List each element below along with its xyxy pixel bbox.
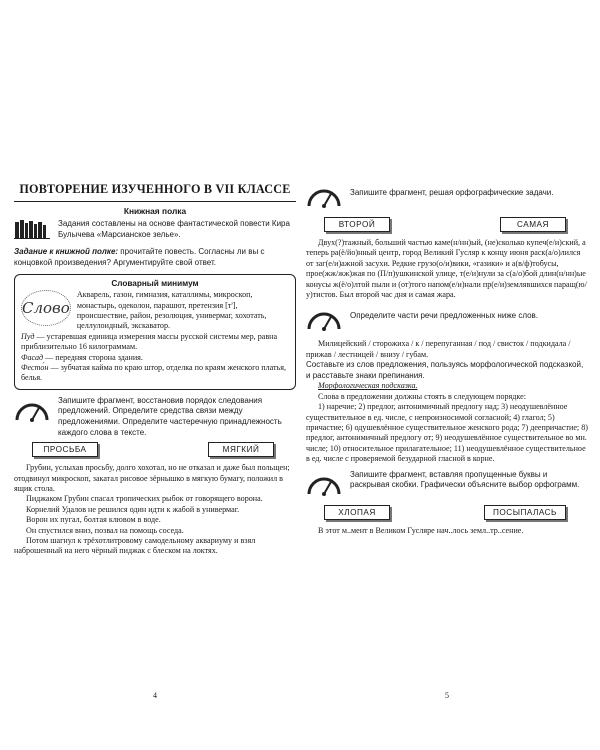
paragraph-3: Корнелий Удалов не решился один идти к жабой в универмаг. <box>26 504 240 514</box>
definition-fasad <box>21 353 289 363</box>
title-rule <box>14 201 296 202</box>
right-task2-text: Определите части речи предложенных ниже слов. <box>350 311 539 321</box>
term-pud: Пуд <box>21 331 35 341</box>
word-card-myagkiy: МЯГКИЙ <box>208 442 274 457</box>
hint-list: 1) наречие; 2) предлог, антонимичный предлогу над; 3) неодушевлённое существительное в ед. числе, с непроизносимой согласной; 4) глагол; 5) причастие; 6) одушевлённое существительное женского рода; 7) деепричастие; 8) предлог, антонимичный предлогу от; 9) неодушевлённое существительное во мн. числе; 10) относительное прилагательное; 11) неодушевлённое существительное в ед. числе с проверяемой безударной гласной в корне. <box>306 402 588 464</box>
paragraph-1: Грубин, услыхав просьбу, долго хохотал, но не отказал и даже был польщен; отодвинул микроскоп, закатал рисовое зёрнышко в мягкую бумагу, положил в ящик стола. <box>14 463 290 494</box>
gauge-icon <box>306 182 344 213</box>
term-fasad: Фасад <box>21 352 44 362</box>
gauge-icon <box>306 470 344 501</box>
paragraph-5: Он спустился вниз, позвал на помощь соседа. <box>26 525 184 535</box>
paragraph-6: Потом шагнул к трёхотлитровому самодельному аквариуму и взял наброшенный на него чёрный пиджак с блеском на локтях. <box>14 536 256 556</box>
hint-intro: Слова в предложении должны стоять в следующем порядке: <box>318 391 526 401</box>
term-feston: Фесто́н <box>21 363 49 373</box>
word-card-prosba: ПРОСЬБА <box>32 442 98 457</box>
bookshelf-task <box>14 247 296 268</box>
slovo-logo: Слово <box>21 290 71 326</box>
word-card-hlopaya: ХЛОПАЯ <box>324 505 390 520</box>
task-label: Задание к книжной полке: <box>14 247 119 256</box>
gauge-icon <box>306 305 344 336</box>
vocabulary-heading: Словарный минимум <box>111 279 199 289</box>
hint-heading: Морфологическая подсказка. <box>318 381 418 391</box>
bookshelf-heading: Книжная полка <box>123 206 187 216</box>
bookshelf-icon <box>14 219 52 244</box>
orthography-text: Двух(?)тажный, больший частью каме(н/нн)ый, (не)сколько купеч(е/и)ский, а теперь ра(ё/йо)нный центр, город Великий Гусляр к концу июня раск(а/о)лился от заг(е/и)ажной засухи. Редкие грузо(о/и)вики, «газики» и а(в/ф)тобусы, прое(жж/жж)жая по (П/п)ушкинской улице, т(е/и)нули за с(а/о)бой длин(н/нн)ые конусы ж(ё/о)лтой пыли и (от)того напом(е/и)нали пр(е/и)землявшихся паращ(ю/у)тистов. Был второй час дня и самая жара. <box>306 238 587 300</box>
page-title: ПОВТОРЕНИЕ ИЗУЧЕННОГО В VII КЛАССЕ <box>19 182 291 196</box>
task-text: прочитайте повесть. Согласны ли вы с концовкой произведения? Аргументируйте свой ответ. <box>14 247 265 267</box>
paragraph-2: Пиджаком Грубин спасал тропических рыбок от говорящего ворона. <box>26 494 263 504</box>
word-card-posypalas: ПОСЫПАЛАСЬ <box>484 505 566 520</box>
compose-instruction: Составьте из слов предложения, пользуясь морфологической подсказкой, и расставьте знаки препинания. <box>306 360 584 380</box>
paragraph-4: Ворон их пугал, болтая клювом в воде. <box>26 515 161 525</box>
right-task1-text: Запишите фрагмент, решая орфографические задачи. <box>350 188 554 197</box>
gauge-icon <box>14 396 52 427</box>
def-fasad: — передняя сторона здания. <box>45 352 143 362</box>
page-number-right: 5 <box>445 691 449 700</box>
words-list: Милицейский / сторожиха / к / перепуганная / под / свисток / подкидала / прижав / лестницей / внизу / губам. <box>306 339 571 359</box>
left-page <box>14 182 296 700</box>
vocabulary-box <box>14 274 296 390</box>
word-card-vtoroy: ВТОРОЙ <box>324 217 390 232</box>
word-card-samaya: САМАЯ <box>500 217 566 232</box>
definition-feston <box>21 363 289 384</box>
def-pud: — устаревшая единица измерения массы русской системы мер, равна приблизительно 16 килограммам. <box>21 331 278 352</box>
gap-fill-text: В этот м..мент в Великом Гусляре нач..лось земл..тр..сение. <box>318 525 524 535</box>
task2-text: Запишите фрагмент, восстановив порядок следования предложений. Определите средства связи между предложениями. Определите частеречную принадлежность каждого слова в тексте. <box>58 395 282 437</box>
page-number-left: 4 <box>153 691 157 700</box>
def-feston: — зубчатая кайма по краю штор, отделка по краям женского платья, белья. <box>21 363 286 383</box>
bookshelf-text: Задания составлены на основе фантастической повести Кира Булычева «Марсианское зелье». <box>58 219 290 239</box>
right-page <box>306 182 588 700</box>
vocabulary-words: Акварель, газон, гимназия, каталлимы, микроскоп, монастырь, одеколон, парашют, претензия [т'], происшествие, район, резолюция, универмаг, хохотать, целлулоидный, экскаватор. <box>76 290 267 331</box>
definition-pud <box>21 332 289 353</box>
right-task3-text: Запишите фрагмент, вставляя пропущенные буквы и раскрывая скобки. Графически объясните выбор орфограмм. <box>350 469 580 490</box>
